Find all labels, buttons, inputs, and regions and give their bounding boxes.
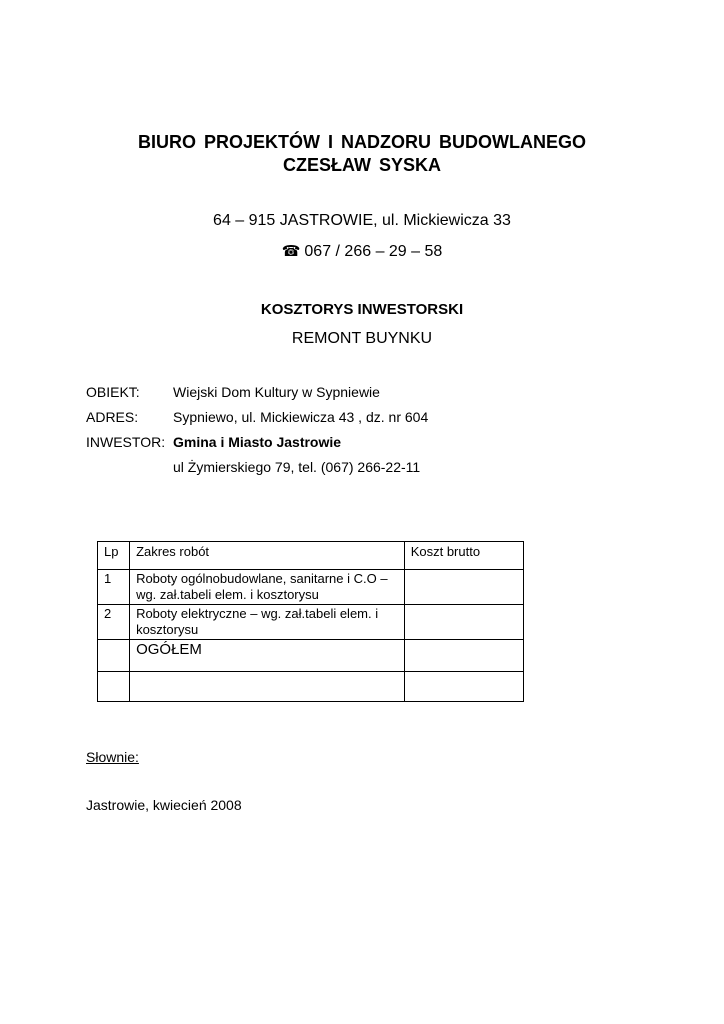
total-label: OGÓŁEM xyxy=(130,640,405,672)
row-lp: 2 xyxy=(98,605,130,640)
table-header-row xyxy=(98,542,524,570)
row-cost xyxy=(404,570,523,605)
row-cost xyxy=(404,605,523,640)
address-value: Sypniewo, ul. Mickiewicza 43 , dz. nr 604 xyxy=(173,409,429,425)
company-name-line2: CZESŁAW SYSKA xyxy=(282,155,441,175)
row-scope: Roboty ogólnobudowlane, sanitarne i C.O – wg. zał.tabeli elem. i kosztorysu xyxy=(130,570,405,605)
company-name-line1: BIURO PROJEKTÓW I NADZORU BUDOWLANEGO xyxy=(138,132,586,152)
empty-cell xyxy=(404,672,523,702)
address-label: ADRES: xyxy=(86,409,139,425)
total-lp-cell xyxy=(98,640,130,672)
investor-label: INWESTOR: xyxy=(86,434,166,450)
empty-cell xyxy=(130,672,405,702)
table-row xyxy=(98,605,524,640)
row-scope: Roboty elektryczne – wg. zał.tabeli elem. i kosztorysu xyxy=(130,605,405,640)
document-title: KOSZTORYS INWESTORSKI xyxy=(260,301,464,318)
in-words-label: Słownie: xyxy=(86,749,139,765)
company-phone: 067 / 266 – 29 – 58 xyxy=(304,243,443,260)
cost-table xyxy=(97,541,524,702)
header-lp: Lp xyxy=(98,542,130,570)
investor-value: Gmina i Miasto Jastrowie xyxy=(173,434,342,450)
document-subtitle: REMONT BUYNKU xyxy=(291,330,433,347)
place-and-date: Jastrowie, kwiecień 2008 xyxy=(86,797,242,813)
header-scope: Zakres robót xyxy=(130,542,405,570)
object-label: OBIEKT: xyxy=(86,384,140,400)
investor-address: ul Żymierskiego 79, tel. (067) 266-22-11 xyxy=(173,459,421,475)
object-value: Wiejski Dom Kultury w Sypniewie xyxy=(173,384,380,400)
table-total-row xyxy=(98,640,524,672)
row-lp: 1 xyxy=(98,570,130,605)
company-phone-line xyxy=(0,242,724,261)
header-cost: Koszt brutto xyxy=(404,542,523,570)
empty-cell xyxy=(98,672,130,702)
company-address: 64 – 915 JASTROWIE, ul. Mickiewicza 33 xyxy=(213,212,511,229)
total-cost xyxy=(404,640,523,672)
phone-icon: ☎ xyxy=(281,243,301,260)
table-row xyxy=(98,570,524,605)
table-empty-row xyxy=(98,672,524,702)
